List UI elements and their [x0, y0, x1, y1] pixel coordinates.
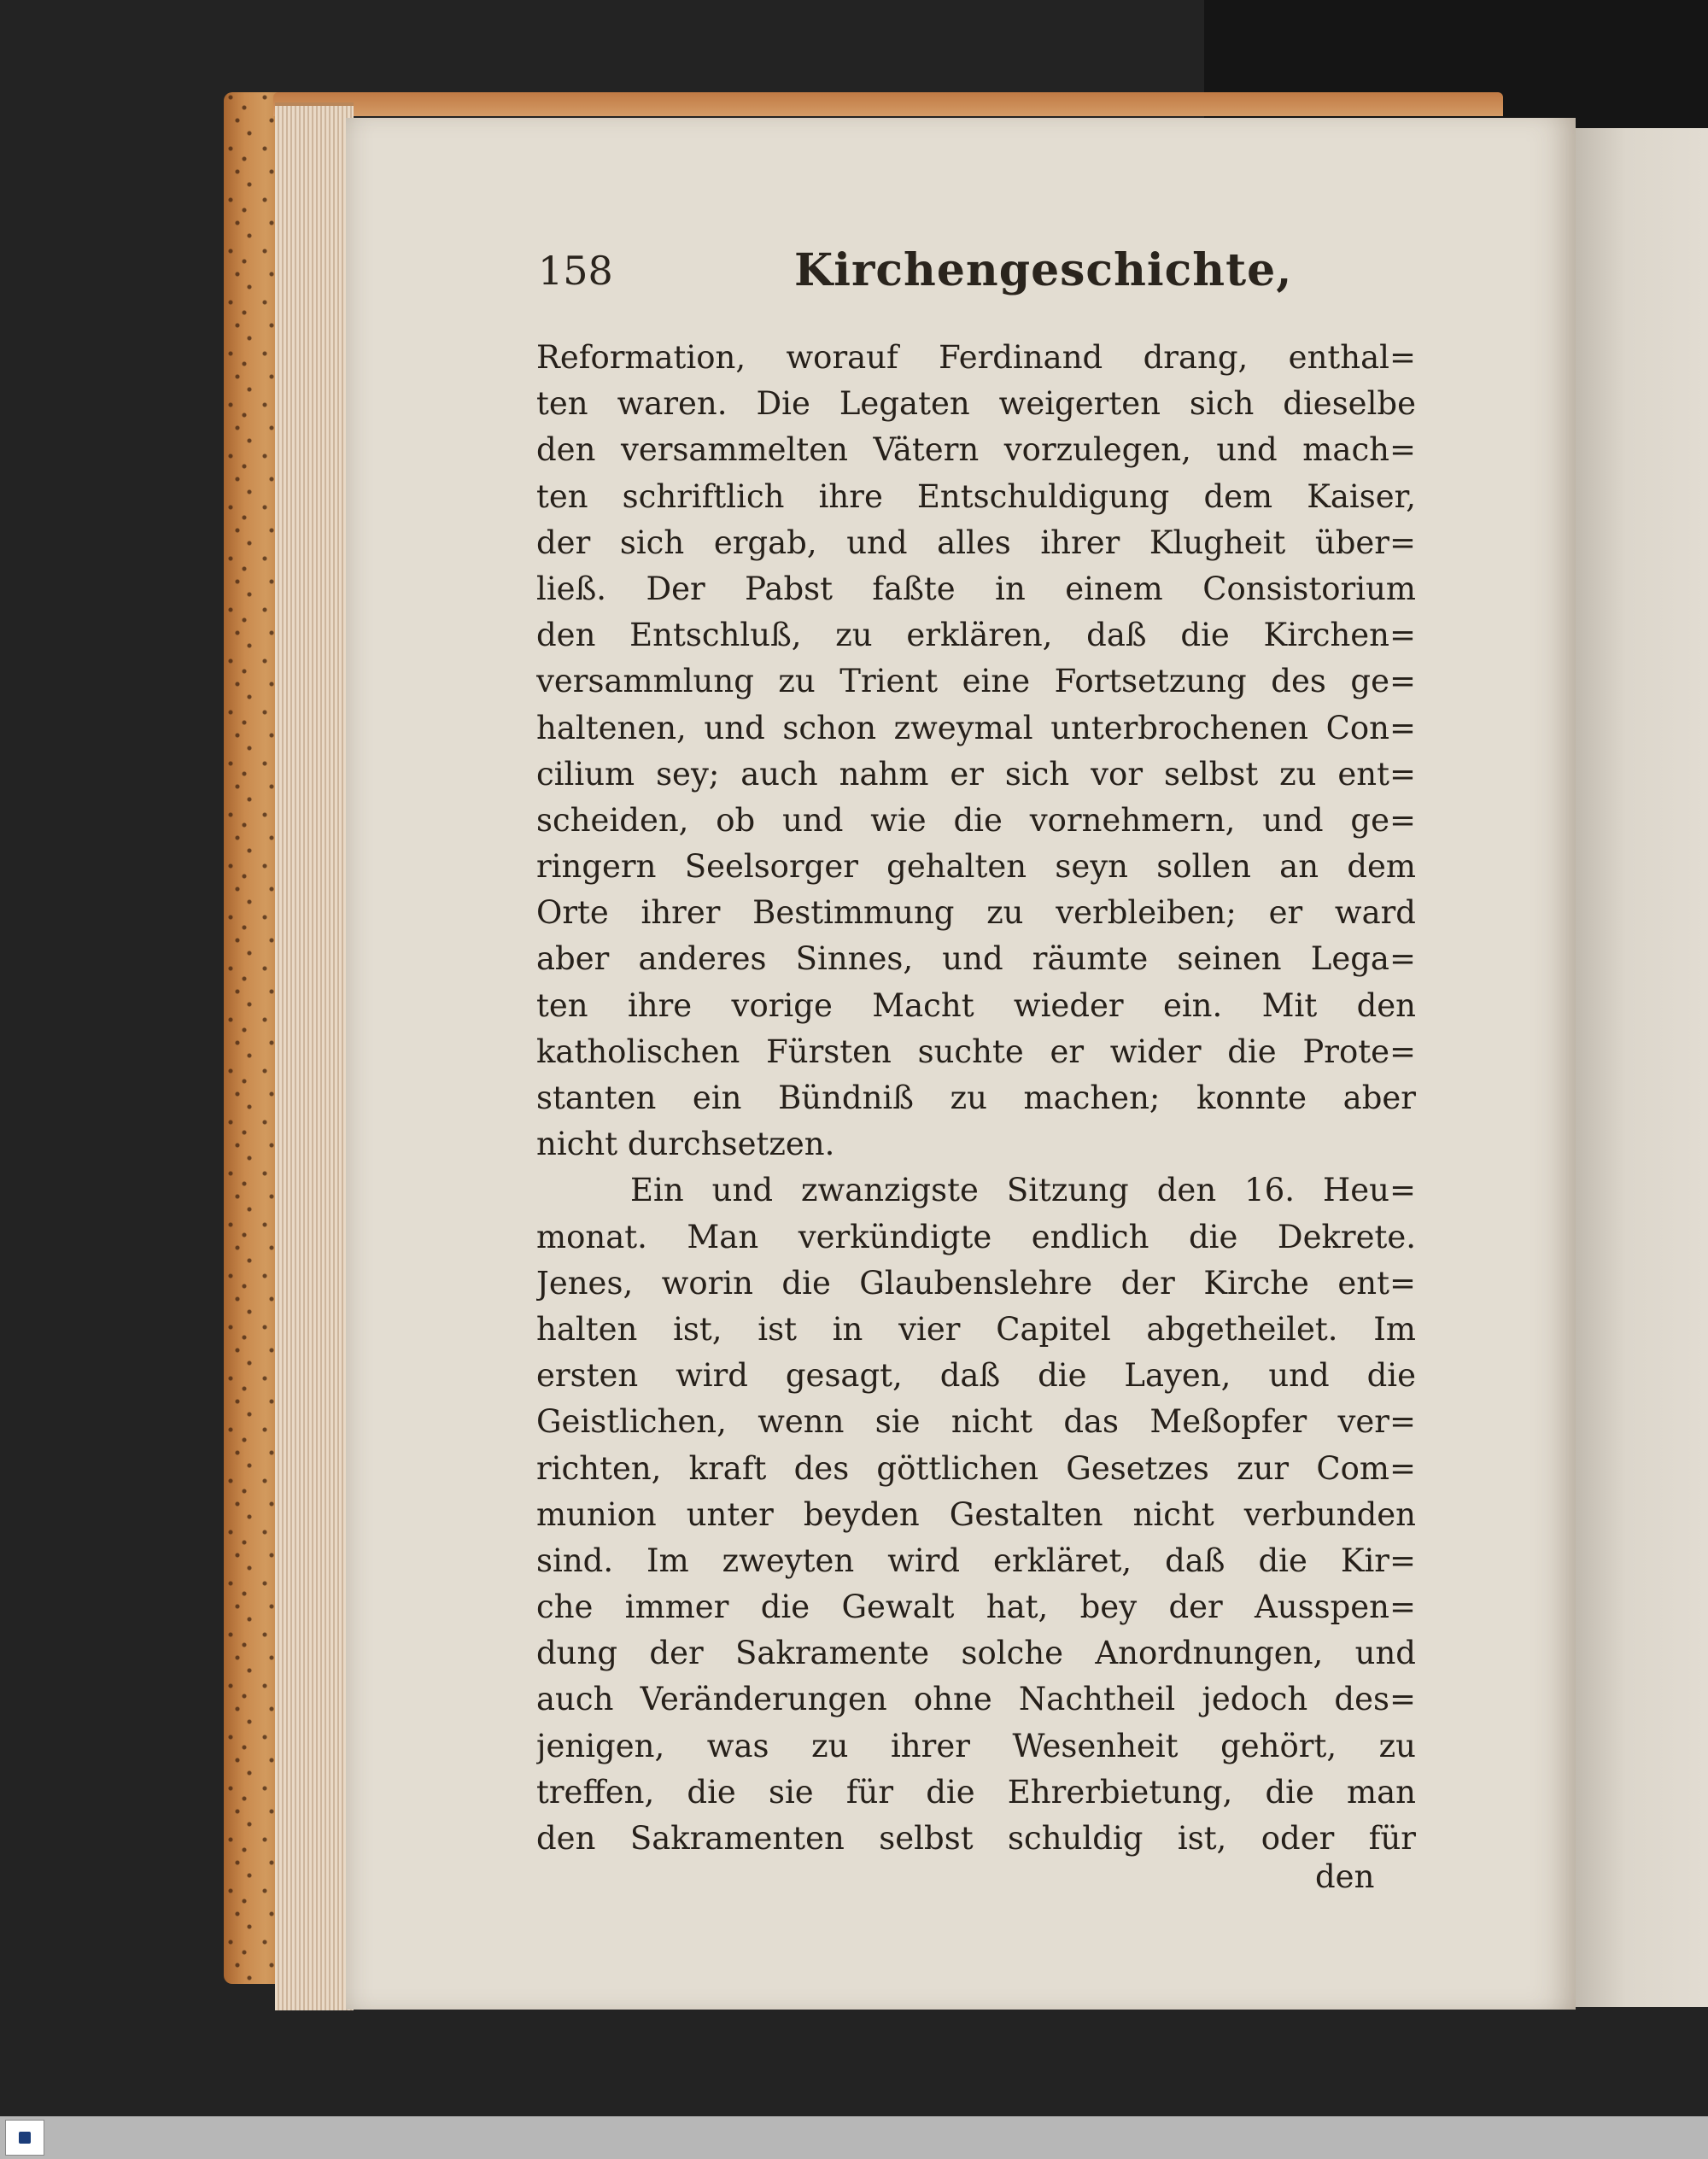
text-line: haltenen, und schon zweymal unterbrochenen Con=: [536, 709, 1416, 746]
text-line: den Entschluß, zu erklären, daß die Kirchen=: [536, 617, 1416, 654]
text-line: den Sakramenten selbst schuldig ist, oder für: [536, 1820, 1416, 1857]
page-header: [538, 244, 1418, 307]
text-line: munion unter beyden Gestalten nicht verbunden: [536, 1495, 1416, 1533]
text-line: monat. Man verkündigte endlich die Dekrete.: [536, 1218, 1416, 1255]
text-line: Reformation, worauf Ferdinand drang, enthal=: [536, 339, 1416, 376]
text-line: scheiden, ob und wie die vornehmern, und ge=: [536, 801, 1416, 839]
text-line: aber anderes Sinnes, und räumte seinen Lega=: [536, 940, 1416, 978]
text-line: treffen, die sie für die Ehrerbietung, die man: [536, 1773, 1416, 1811]
text-line: jenigen, was zu ihrer Wesenheit gehört, zu: [536, 1727, 1416, 1764]
text-line: dung der Sakramente solche Anordnungen, und: [536, 1635, 1416, 1672]
text-line: auch Veränderungen ohne Nachtheil jedoch des=: [536, 1681, 1416, 1718]
text-line: Geistlichen, wenn sie nicht das Meßopfer ver=: [536, 1403, 1416, 1441]
logo-mark: [19, 2132, 31, 2144]
viewer-bottom-bar: [0, 2116, 1708, 2159]
facing-page-edge: [1571, 128, 1708, 2007]
text-line: versammlung zu Trient eine Fortsetzung des ge=: [536, 663, 1416, 700]
text-line: halten ist, ist in vier Capitel abgetheilet. Im: [536, 1310, 1416, 1348]
text-line: sind. Im zweyten wird erkläret, daß die Kir=: [536, 1542, 1416, 1579]
text-line: cilium sey; auch nahm er sich vor selbst zu ent=: [536, 755, 1416, 793]
text-line: ersten wird gesagt, daß die Layen, und die: [536, 1357, 1416, 1395]
text-line: der sich ergab, und alles ihrer Klugheit über=: [536, 524, 1416, 561]
text-line: richten, kraft des göttlichen Gesetzes zur Com=: [536, 1449, 1416, 1487]
page-number: 158: [538, 248, 613, 294]
text-line: den versammelten Vätern vorzulegen, und mach=: [536, 431, 1416, 469]
text-line: ließ. Der Pabst faßte in einem Consistorium: [536, 570, 1416, 607]
text-line: ten ihre vorige Macht wieder ein. Mit den: [536, 986, 1416, 1024]
catchword: den: [1315, 1858, 1375, 1895]
text-line: nicht durchsetzen.: [536, 1126, 835, 1163]
text-line: che immer die Gewalt hat, bey der Ausspen=: [536, 1589, 1416, 1626]
text-line: Ein und zwanzigste Sitzung den 16. Heu=: [630, 1172, 1416, 1209]
page-stack-edges: [275, 102, 354, 2010]
text-line: Orte ihrer Bestimmung zu verbleiben; er ward: [536, 894, 1416, 932]
body-text: [536, 335, 1416, 1862]
text-line: stanten ein Bündniß zu machen; konnte aber: [536, 1080, 1416, 1116]
text-line: katholischen Fürsten suchte er wider die Prote=: [536, 1033, 1416, 1070]
text-line: ringern Seelsorger gehalten seyn sollen an dem: [536, 848, 1416, 886]
library-logo-icon: [5, 2120, 44, 2156]
page-top-edge: [273, 92, 1503, 116]
text-line: Jenes, worin die Glaubenslehre der Kirche ent=: [536, 1264, 1416, 1302]
text-line: ten waren. Die Legaten weigerten sich dieselbe: [536, 385, 1416, 423]
text-line: ten schriftlich ihre Entschuldigung dem Kaiser,: [536, 477, 1416, 515]
running-title: Kirchengeschichte,: [794, 244, 1293, 296]
